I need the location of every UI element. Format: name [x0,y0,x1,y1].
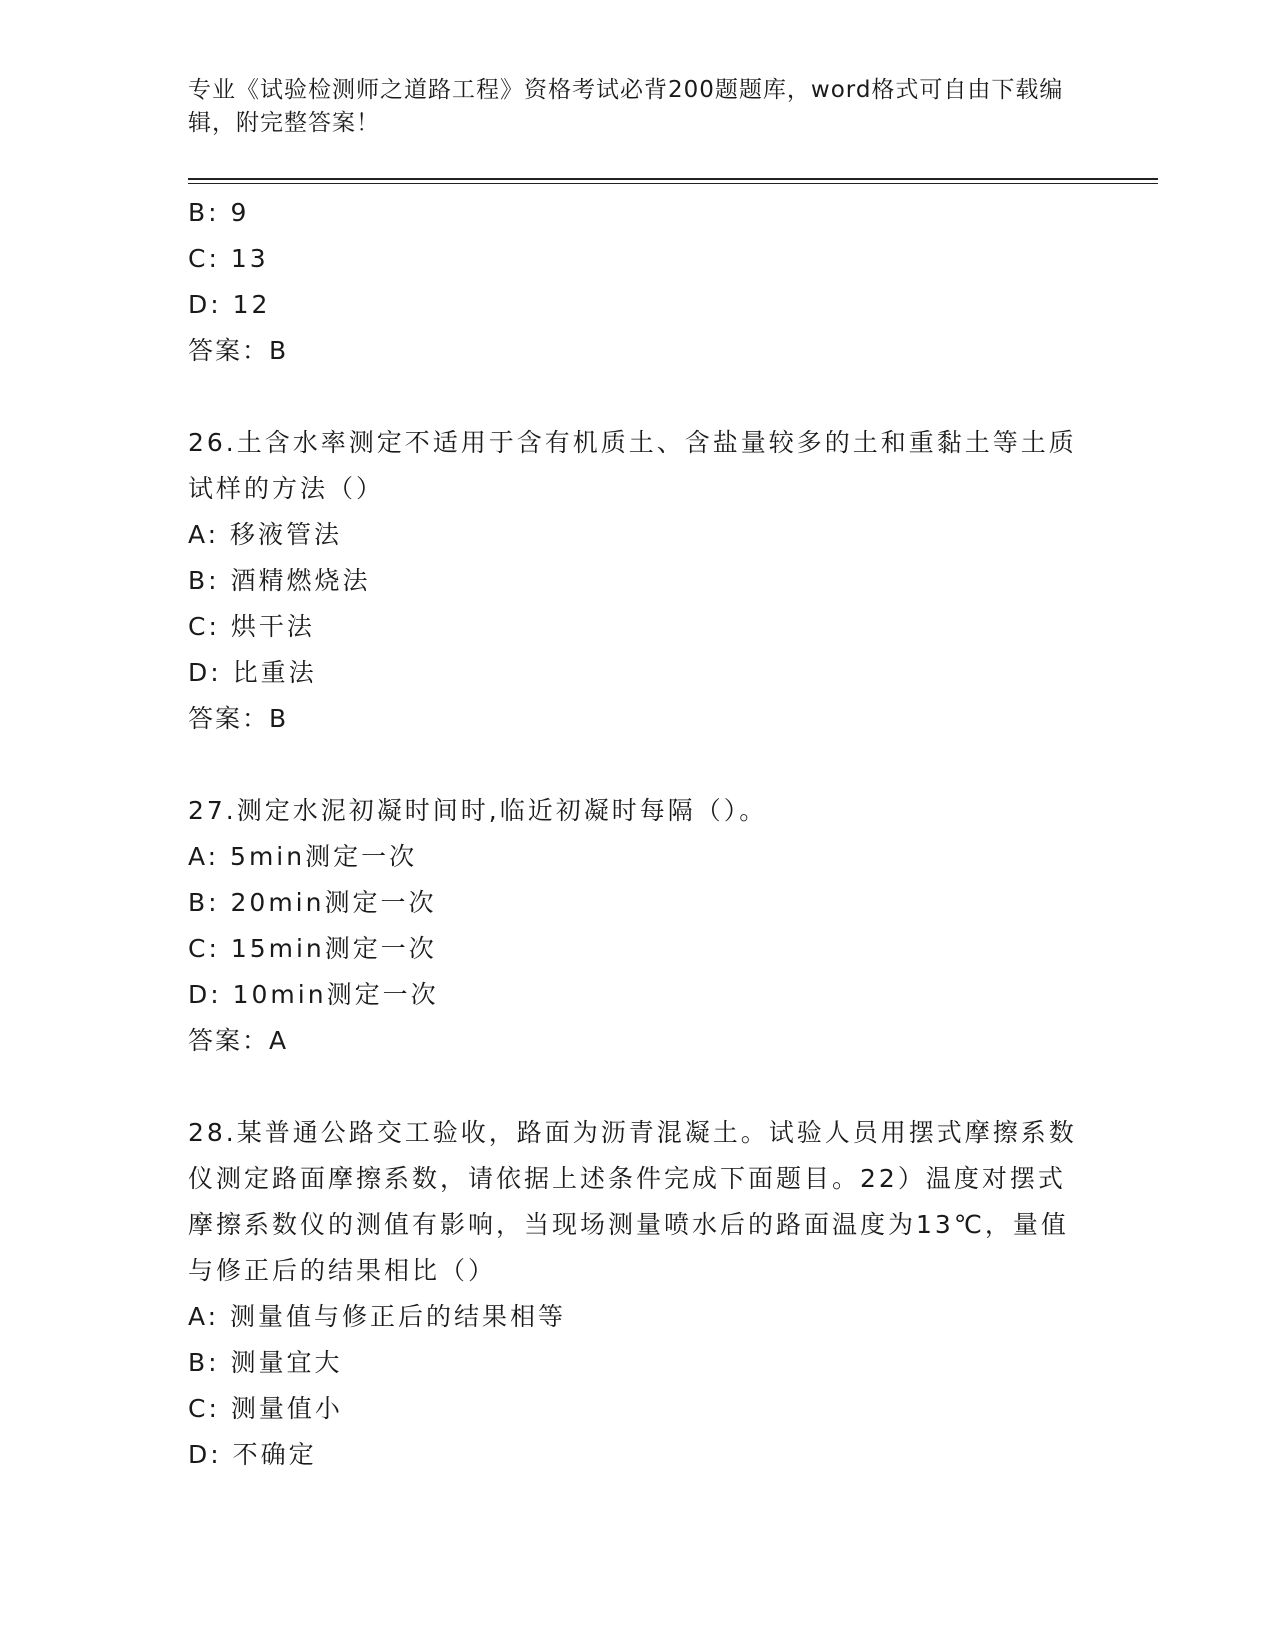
spacer [188,374,1088,420]
answer-line: 答案：B [188,704,289,733]
option-b: B: 酒精燃烧法 [188,566,371,595]
prev-question-block [188,190,1088,374]
option-b: B: 20min测定一次 [188,888,437,917]
question-stem: 28.某普通公路交工验收，路面为沥青混凝土。试验人员用摆式摩擦系数仪测定路面摩擦系数，请依据上述条件完成下面题目。22）温度对摆式摩擦系数仪的测值有影响，当现场测量喷水后的路面温度为13℃，量值与修正后的结果相比（） [188,1118,1077,1285]
header-rule [188,178,1158,180]
question-27 [188,788,1088,1064]
option-c: C: 烘干法 [188,612,315,641]
option-d: D: 12 [188,290,271,319]
question-stem: 26.土含水率测定不适用于含有机质土、含盐量较多的土和重黏土等土质试样的方法（） [188,428,1077,503]
answer-line: 答案：B [188,336,289,365]
option-a: A: 5min测定一次 [188,842,418,871]
question-28 [188,1110,1088,1478]
question-26 [188,420,1088,742]
option-c: C: 测量值小 [188,1394,343,1423]
option-d: D: 不确定 [188,1440,317,1469]
option-c: C: 15min测定一次 [188,934,437,963]
spacer [188,742,1088,788]
header-rule-thin [188,183,1158,184]
option-a: A: 移液管法 [188,520,343,549]
option-c: C: 13 [188,244,269,273]
option-b: B: 测量宜大 [188,1348,343,1377]
answer-line: 答案：A [188,1026,289,1055]
option-b: B: 9 [188,198,250,227]
page-header: 专业《试验检测师之道路工程》资格考试必背200题题库，word格式可自由下载编辑，附完整答案！ [188,77,1064,136]
spacer [188,1064,1088,1110]
question-list [188,190,1088,1478]
option-d: D: 10min测定一次 [188,980,439,1009]
option-d: D: 比重法 [188,658,317,687]
question-stem: 27.测定水泥初凝时间时,临近初凝时每隔（）。 [188,796,768,825]
option-a: A: 测量值与修正后的结果相等 [188,1302,567,1331]
